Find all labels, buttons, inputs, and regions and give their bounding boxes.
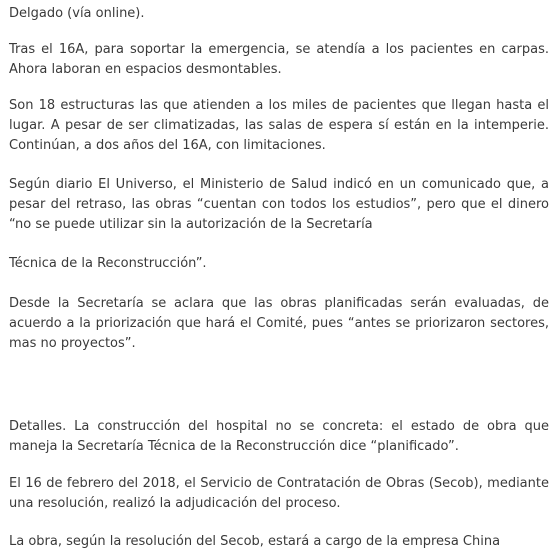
paragraph-7: Detalles. La construcción del hospital no se concreta: el estado de obra que maneja la Secretaría Técnica de la Reconstrucción dice “planificado”. xyxy=(9,419,549,454)
paragraph-8: El 16 de febrero del 2018, el Servicio de Contratación de Obras (Secob), mediante una resolución, realizó la adjudicación del proceso. xyxy=(9,476,549,511)
paragraph-2: Tras el 16A, para soportar la emergencia, se atendía a los pacientes en carpas. Ahora laboran en espacios desmontables. xyxy=(9,42,549,77)
paragraph-1: Delgado (vía online). xyxy=(9,6,145,21)
paragraph-5: Técnica de la Reconstrucción”. xyxy=(9,256,207,271)
paragraph-6: Desde la Secretaría se aclara que las obras planificadas serán evaluadas, de acuerdo a la priorización que hará el Comité, pues “antes se priorizaron sectores, mas no proyectos”. xyxy=(9,296,549,351)
paragraph-4: Según diario El Universo, el Ministerio de Salud indicó en un comunicado que, a pesar del retraso, las obras “cuentan con todos los estudios”, pero que el dinero “no se puede utilizar sin la autorización de la Secretaría xyxy=(9,177,549,232)
paragraph-3: Son 18 estructuras las que atienden a los miles de pacientes que llegan hasta el lugar. A pesar de ser climatizadas, las salas de espera sí están en la intemperie. Continúan, a dos años del 16A, con limitaciones. xyxy=(9,98,549,153)
paragraph-9: La obra, según la resolución del Secob, estará a cargo de la empresa China xyxy=(9,534,501,549)
